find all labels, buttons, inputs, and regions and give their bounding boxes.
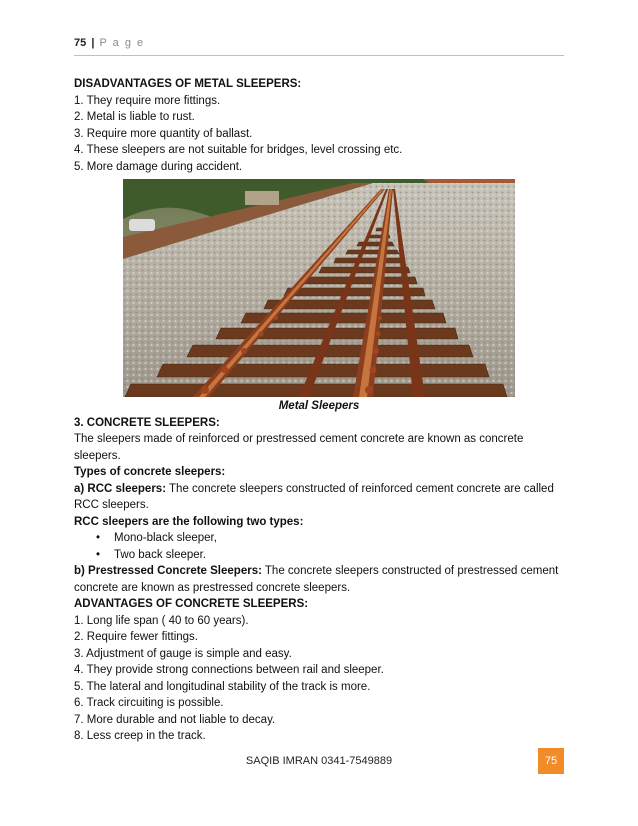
disadvantage-item: 4. These sleepers are not suitable for bridges, level crossing etc. xyxy=(74,144,403,156)
advantage-item: 8. Less creep in the track. xyxy=(74,730,206,742)
figure-caption: Metal Sleepers xyxy=(278,400,360,412)
concrete-intro: The sleepers made of reinforced or prestressed cement concrete are known as concrete sleepers. xyxy=(74,433,524,462)
list-item: • Mono-black sleeper, xyxy=(96,530,564,547)
disadvantages-heading: DISADVANTAGES OF METAL SLEEPERS: xyxy=(74,78,302,90)
header-page-word: P a g e xyxy=(99,37,145,49)
advantage-item: 7. More durable and not liable to decay. xyxy=(74,713,276,726)
disadvantage-item: 2. Metal is liable to rust. xyxy=(74,111,195,123)
page-header xyxy=(74,37,564,56)
prestressed-text: The concrete sleepers constructed of prestressed cement concrete are known as prestressed concrete sleepers. xyxy=(74,565,559,594)
types-heading: Types of concrete sleepers: xyxy=(74,466,226,478)
list-item: • Two back sleeper. xyxy=(96,547,564,564)
rcc-text: The concrete sleepers constructed of reinforced cement concrete are called RCC sleepers. xyxy=(74,482,554,511)
footer-page-box: 75 xyxy=(538,748,564,774)
rcc-paragraph xyxy=(74,481,564,514)
car-shape xyxy=(129,219,155,231)
advantages-heading: ADVANTAGES OF CONCRETE SLEEPERS: xyxy=(74,598,309,610)
disadvantage-item: 1. They require more fittings. xyxy=(74,94,221,107)
metal-sleepers-photo xyxy=(123,179,515,397)
header-separator: | xyxy=(91,37,95,49)
advantage-item: 3. Adjustment of gauge is simple and easy. xyxy=(74,647,292,660)
truck-shape xyxy=(245,191,279,205)
page-content xyxy=(74,76,564,745)
advantage-item: 4. They provide strong connections between rail and sleeper. xyxy=(74,664,384,676)
page-footer xyxy=(74,748,564,774)
advantage-item: 6. Track circuiting is possible. xyxy=(74,697,224,709)
footer-author: SAQIB IMRAN 0341-7549889 xyxy=(245,755,393,767)
rcc-types-list xyxy=(74,530,564,563)
prestressed-label: b) Prestressed Concrete Sleepers: xyxy=(74,565,262,577)
advantage-item: 2. Require fewer fittings. xyxy=(74,631,199,643)
prestressed-paragraph xyxy=(74,563,564,596)
rcc-types-heading: RCC sleepers are the following two types: xyxy=(74,515,304,528)
concrete-heading: 3. CONCRETE SLEEPERS: xyxy=(74,416,220,429)
advantage-item: 5. The lateral and longitudinal stability of the track is more. xyxy=(74,680,371,693)
disadvantage-item: 5. More damage during accident. xyxy=(74,160,243,173)
advantage-item: 1. Long life span ( 40 to 60 years). xyxy=(74,614,249,627)
rcc-label: a) RCC sleepers: xyxy=(74,482,167,495)
header-page-number: 75 xyxy=(74,37,87,49)
disadvantage-item: 3. Require more quantity of ballast. xyxy=(74,127,253,140)
